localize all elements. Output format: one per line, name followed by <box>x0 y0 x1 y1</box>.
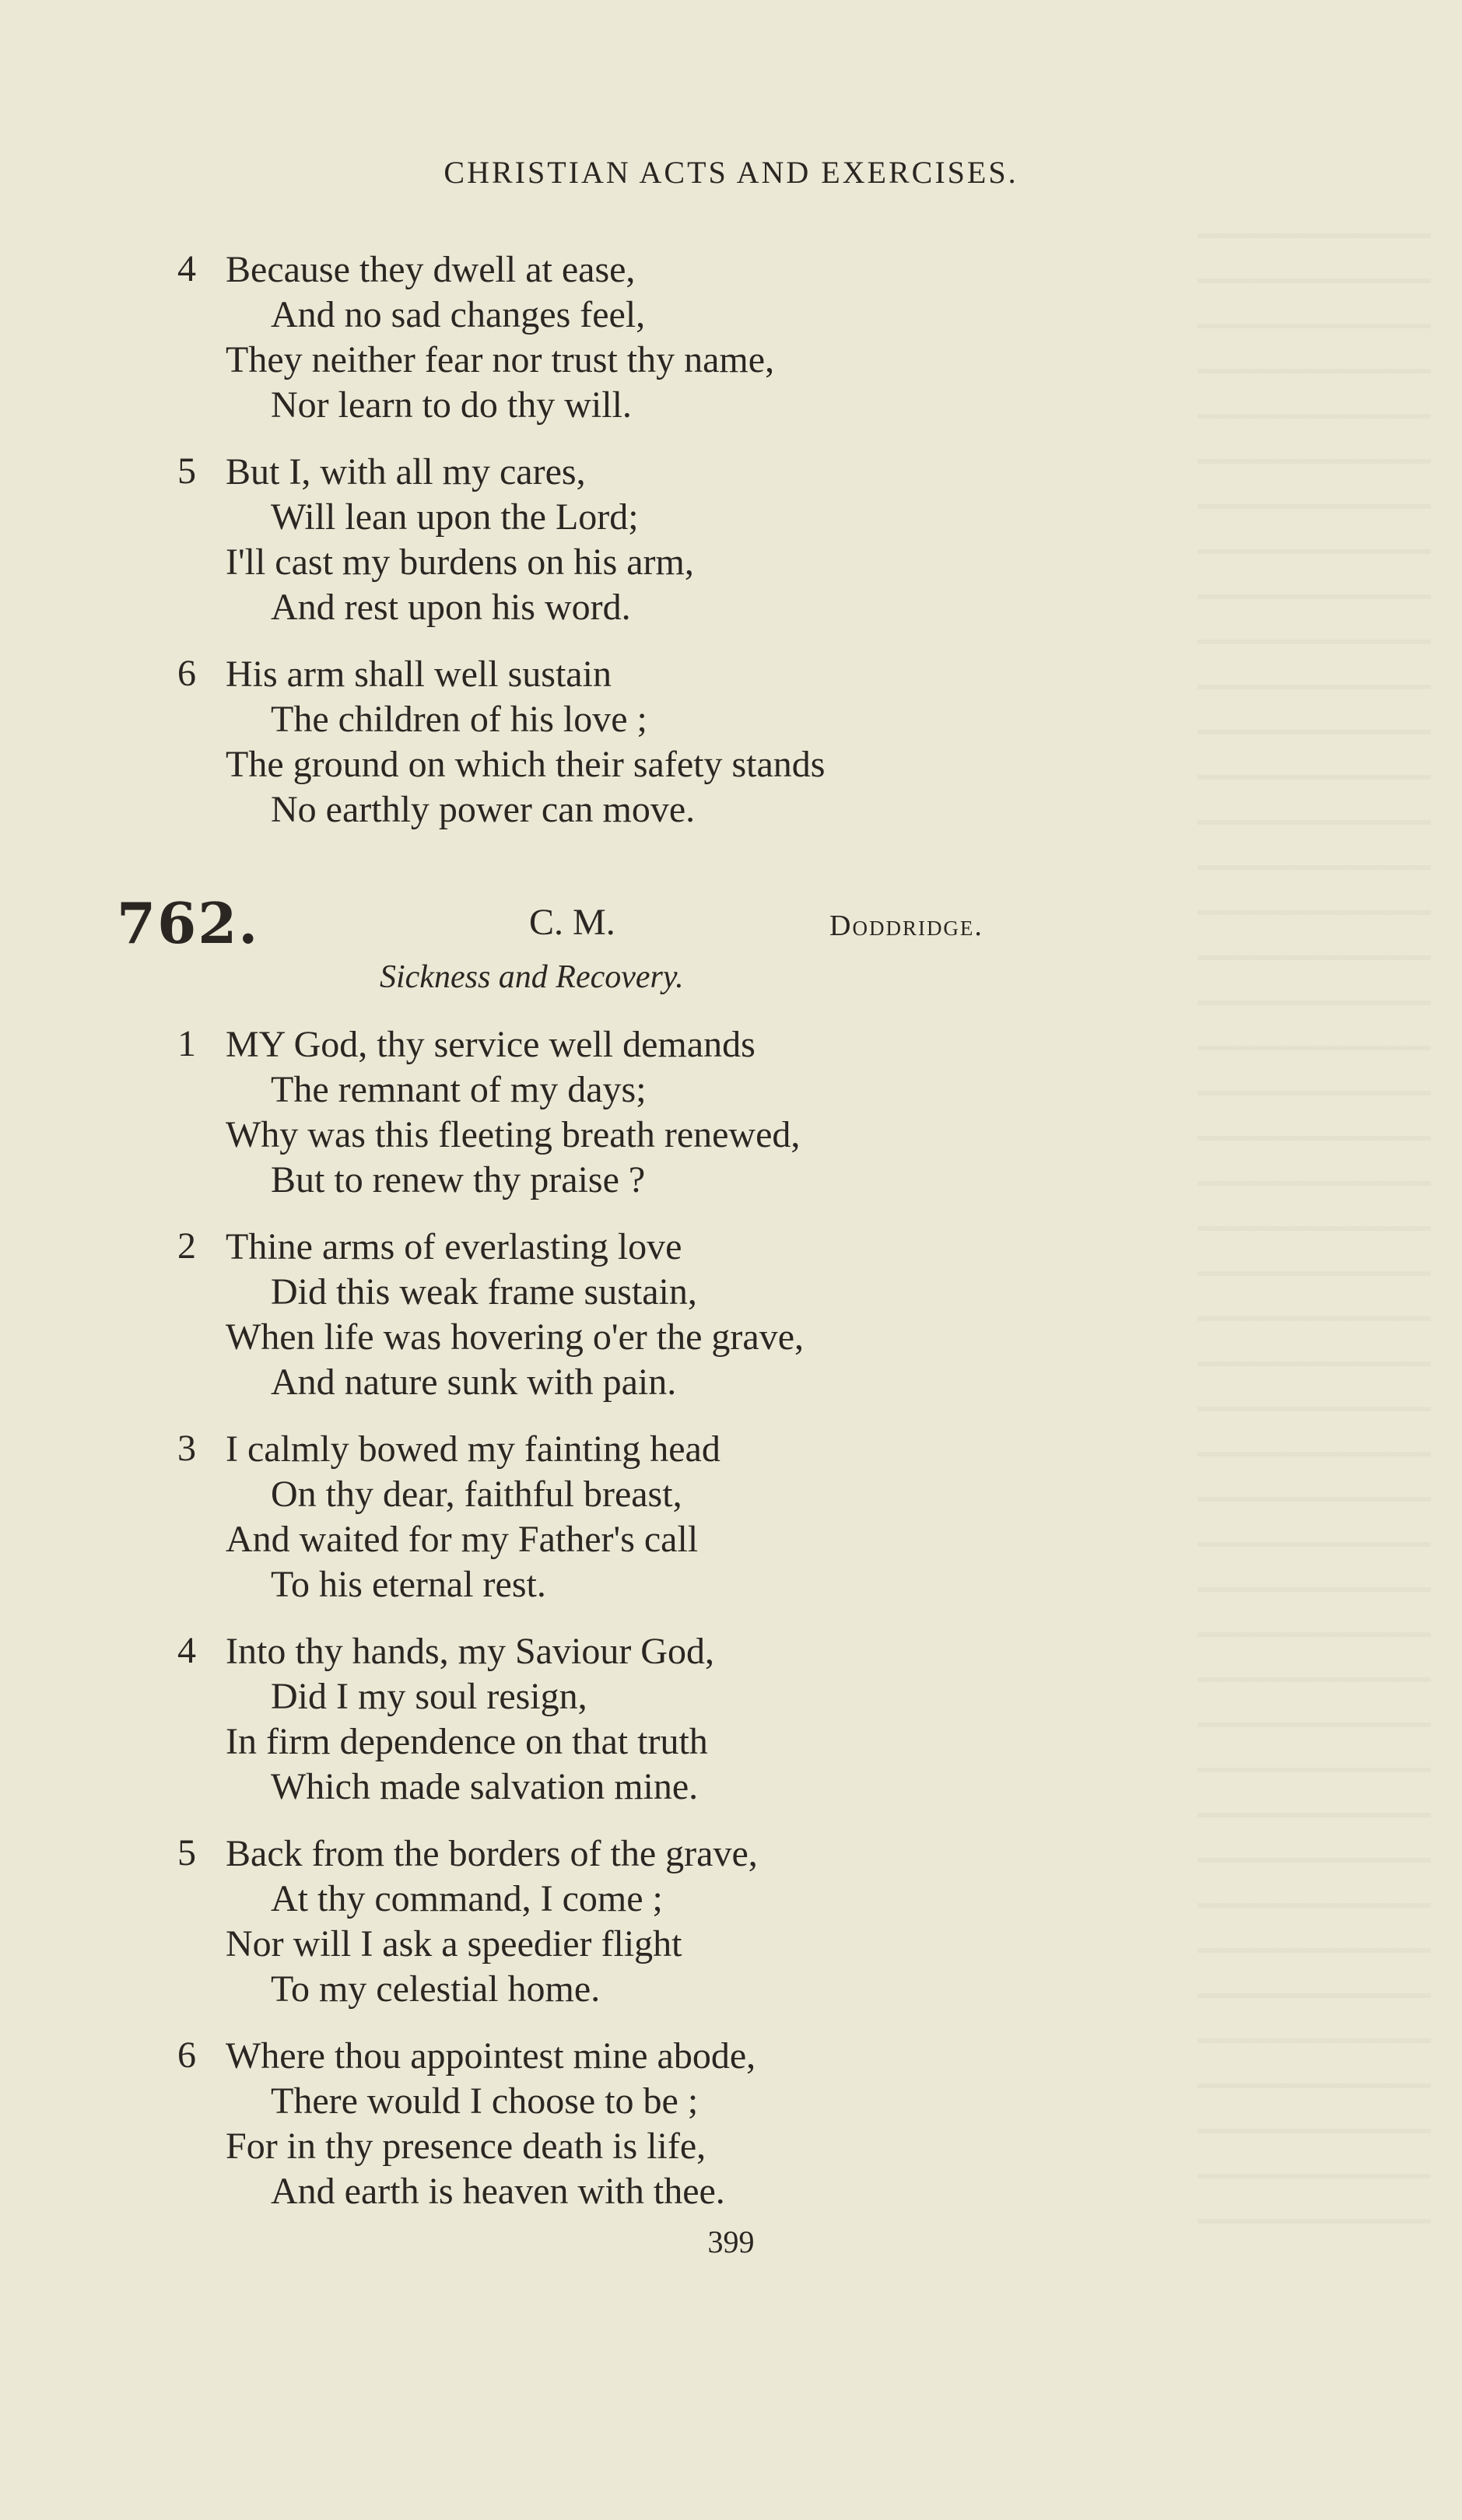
stanza-line: But to renew thy praise ? <box>271 1159 646 1200</box>
stanza-line: And rest upon his word. <box>271 587 631 628</box>
stanza-number: 4 <box>177 1630 196 1671</box>
stanza-line: To his eternal rest. <box>271 1564 546 1605</box>
stanza-line: The children of his love ; <box>271 699 647 740</box>
stanza-number: 5 <box>177 450 196 492</box>
stanza-line: And waited for my Father's call <box>226 1519 699 1560</box>
stanza-line: Did this weak frame sustain, <box>271 1271 697 1313</box>
page-number: 399 <box>707 2224 755 2259</box>
stanza-line: When life was hovering o'er the grave, <box>226 1316 805 1358</box>
stanza-number: 4 <box>177 248 196 289</box>
stanza-number: 6 <box>177 2035 196 2076</box>
hymn-meter: C. M. <box>529 902 615 943</box>
stanza-line: At thy command, I come ; <box>271 1878 663 1919</box>
running-head: CHRISTIAN ACTS AND EXERCISES. <box>444 155 1018 190</box>
stanza-line: Did I my soul resign, <box>271 1676 587 1717</box>
stanza-line: Thine arms of everlasting love <box>226 1226 682 1267</box>
stanza-line: Where thou appointest mine abode, <box>226 2035 756 2077</box>
hymn-author: Doddridge. <box>829 910 983 942</box>
stanza-line: The ground on which their safety stands <box>226 744 826 785</box>
stanza-line: In firm dependence on that truth <box>226 1721 708 1762</box>
stanza-line: But I, with all my cares, <box>226 451 586 492</box>
stanza-line: They neither fear nor trust thy name, <box>226 339 775 380</box>
stanza-line: Which made salvation mine. <box>271 1766 699 1807</box>
stanza-line: His arm shall well sustain <box>226 654 612 695</box>
stanza-line: For in thy presence death is life, <box>226 2126 706 2167</box>
stanza-line: And earth is heaven with thee. <box>271 2171 725 2212</box>
stanza-line: MY God, thy service well demands <box>226 1024 756 1065</box>
stanza-line: On thy dear, faithful breast, <box>271 1474 682 1515</box>
show-through-texture <box>1197 233 1431 2256</box>
stanza-line: To my celestial home. <box>271 1968 601 2010</box>
stanza-line: The remnant of my days; <box>271 1069 647 1110</box>
stanza-line: And no sad changes feel, <box>271 294 646 335</box>
stanza-line: Will lean upon the Lord; <box>271 496 639 538</box>
hymn-subtitle: Sickness and Recovery. <box>380 959 684 995</box>
stanza-line: Because they dwell at ease, <box>226 249 636 290</box>
stanza-number: 1 <box>177 1023 196 1064</box>
stanza-line: Into thy hands, my Saviour God, <box>226 1631 714 1672</box>
stanza-line: There would I choose to be ; <box>271 2080 699 2122</box>
stanza-line: I'll cast my burdens on his arm, <box>226 542 694 583</box>
stanza-line: I calmly bowed my fainting head <box>226 1428 720 1470</box>
stanza-number: 3 <box>177 1428 196 1469</box>
stanza-line: Nor learn to do thy will. <box>271 384 632 426</box>
stanza-number: 6 <box>177 653 196 694</box>
stanza-line: Back from the borders of the grave, <box>226 1833 758 1874</box>
hymn-header <box>0 890 1462 956</box>
stanza-line: And nature sunk with pain. <box>271 1362 677 1403</box>
stanza-line: Nor will I ask a speedier flight <box>226 1923 682 1964</box>
stanza-line: Why was this fleeting breath renewed, <box>226 1114 801 1155</box>
stanza-line: No earthly power can move. <box>271 789 696 830</box>
hymn-number: 762. <box>117 890 260 956</box>
stanza-number: 5 <box>177 1832 196 1873</box>
stanza-number: 2 <box>177 1225 196 1267</box>
